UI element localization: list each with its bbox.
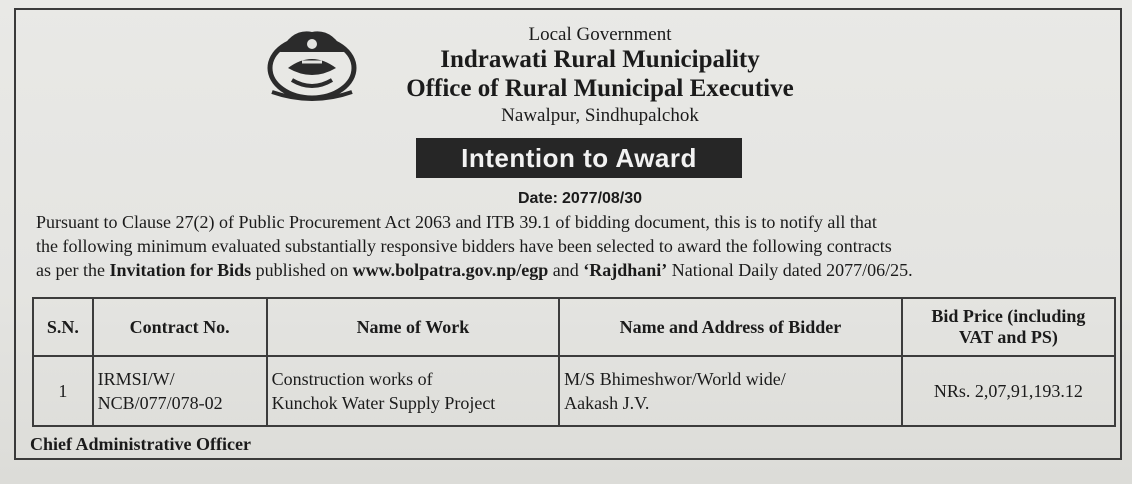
contract-no-line1: IRMSI/W/ [97, 369, 175, 389]
letterhead [330, 24, 870, 128]
bolpatra-link-text: www.bolpatra.gov.np/egp [352, 260, 549, 280]
award-table [32, 297, 1116, 427]
municipality-name: Indrawati Rural Municipality [440, 46, 760, 73]
table-row [33, 356, 1115, 426]
bidder-line1: M/S Bhimeshwor/World wide/ [564, 369, 786, 389]
body-line-1: Pursuant to Clause 27(2) of Public Procurement Act 2063 and ITB 39.1 of bidding document, this is to notify all that [36, 212, 877, 232]
header-bidder: Name and Address of Bidder [559, 298, 902, 356]
date-label: Date: [517, 190, 558, 207]
office-address: Nawalpur, Sindhupalchok [501, 105, 699, 126]
invitation-for-bids-text: Invitation for Bids [109, 260, 252, 280]
body-text-fragment: National Daily dated 2077/06/25. [667, 260, 913, 280]
row-contract-no [93, 356, 267, 426]
work-line2: Kunchok Water Supply Project [271, 393, 496, 413]
contract-no-line2: NCB/077/078-02 [97, 393, 223, 413]
header-sn: S.N. [33, 298, 93, 356]
work-line1: Construction works of [271, 369, 433, 389]
header-bid-price-line1: Bid Price (including [931, 306, 1086, 326]
body-line-2: the following minimum evaluated substantially responsive bidders have been selected to award the following contracts [36, 236, 892, 256]
row-bid-price: NRs. 2,07,91,193.12 [902, 356, 1115, 426]
signatory: Chief Administrative Officer [30, 434, 251, 454]
local-government-label: Local Government [528, 24, 672, 45]
header-contract-no: Contract No. [93, 298, 267, 356]
row-bidder [559, 356, 902, 426]
header-bid-price-line2: VAT and PS) [958, 327, 1058, 347]
header-name-of-work: Name of Work [267, 298, 560, 356]
notice-date [480, 190, 680, 208]
bidder-line2: Aakash J.V. [564, 393, 650, 413]
body-text-fragment: published on [251, 260, 353, 280]
date-value: 2077/08/30 [561, 190, 643, 207]
row-name-of-work [267, 356, 560, 426]
body-text-fragment: as per the [36, 260, 110, 280]
notice-body [36, 210, 1116, 282]
header-bid-price [902, 298, 1115, 356]
office-name: Office of Rural Municipal Executive [406, 75, 794, 102]
row-sn: 1 [33, 356, 93, 426]
notice-title: Intention to Award [416, 138, 742, 178]
newspaper-name: ‘Rajdhani’ [583, 260, 668, 280]
table-header-row [33, 298, 1115, 356]
body-line-3 [36, 258, 1116, 282]
body-text-fragment: and [548, 260, 584, 280]
